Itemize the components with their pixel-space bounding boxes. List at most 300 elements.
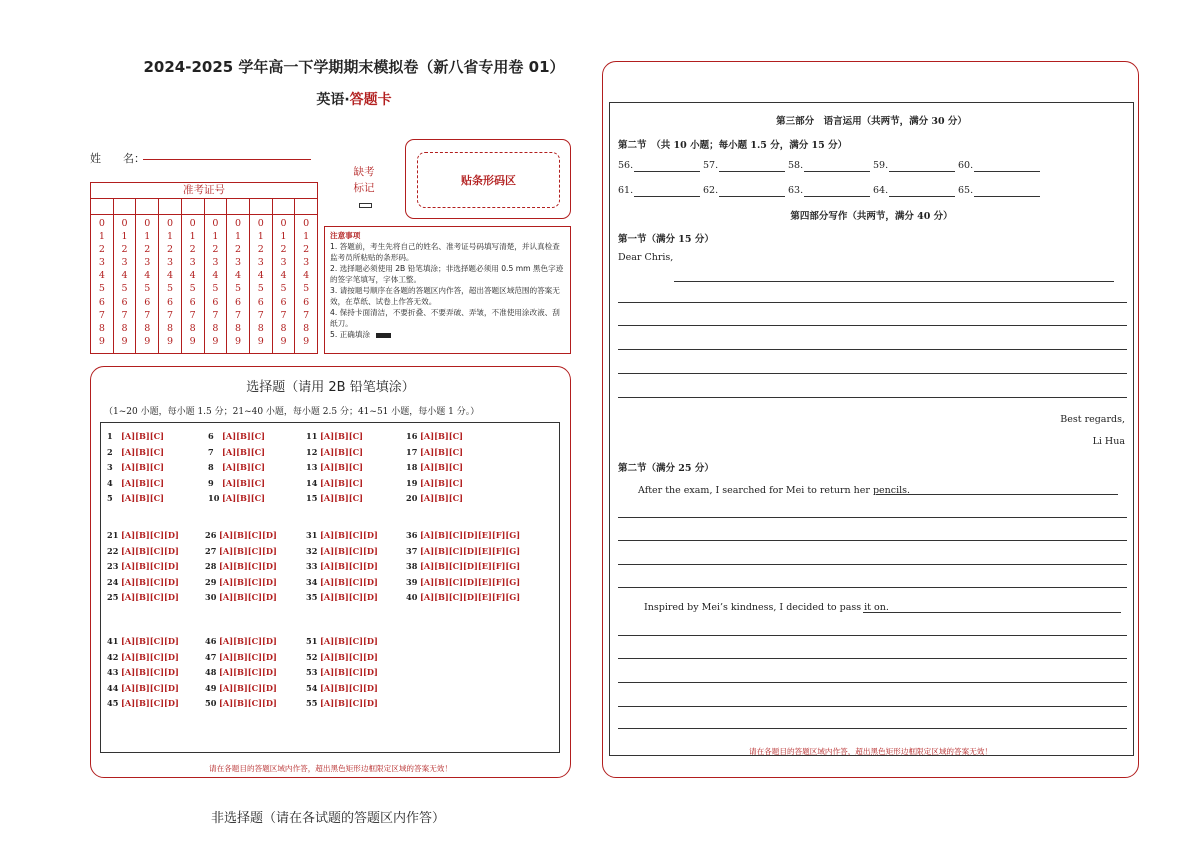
exam-id-digit-bubble[interactable]: 2 <box>98 244 105 256</box>
exam-id-column[interactable] <box>114 215 137 353</box>
exam-id-digit-bubble[interactable]: 0 <box>189 218 196 229</box>
question-12[interactable] <box>306 447 363 457</box>
answer-options[interactable]: [A][B][C] <box>222 493 266 504</box>
paragraph1-prompt: After the exam, I searched for Mei to return her pencils. <box>638 485 911 496</box>
answer-options[interactable]: [A][B][C][D][E][F][G] <box>420 545 521 556</box>
question-36[interactable] <box>406 530 520 540</box>
writing-line[interactable] <box>863 612 1121 613</box>
question-number: 32 <box>306 545 318 556</box>
exam-id-digit-bubble[interactable]: 2 <box>121 244 128 256</box>
question-number: 5 <box>107 493 113 504</box>
question-number: 44 <box>107 682 119 693</box>
exam-id-column[interactable] <box>182 215 205 353</box>
exam-id-digit-bubble[interactable]: 7 <box>280 309 287 321</box>
exam-id-digit-bubble[interactable]: 5 <box>189 283 196 295</box>
blank-number: 63. <box>788 185 804 196</box>
answer-options[interactable]: [A][B][C] <box>121 477 165 488</box>
question-33[interactable] <box>306 561 378 571</box>
exam-id-digit-bubble[interactable]: 4 <box>166 270 173 282</box>
question-14[interactable] <box>306 478 363 488</box>
question-31[interactable] <box>306 530 378 540</box>
answer-options[interactable]: [A][B][C][D] <box>219 561 277 572</box>
question-number: 12 <box>306 446 318 457</box>
exam-id-digit-bubble[interactable]: 3 <box>98 257 105 269</box>
blank-answer-line[interactable] <box>634 171 700 172</box>
blank-answer-line[interactable] <box>719 196 785 197</box>
exam-id-bubbles[interactable] <box>91 215 317 353</box>
exam-id-digit-bubble[interactable]: 0 <box>212 218 219 229</box>
answer-options[interactable]: [A][B][C][D] <box>320 576 378 587</box>
question-10[interactable] <box>208 493 265 503</box>
exam-id-digit-bubble[interactable]: 3 <box>257 257 264 269</box>
answer-options[interactable]: [A][B][C][D] <box>320 651 378 662</box>
notes-item-sample <box>330 329 565 340</box>
question-30[interactable] <box>205 592 277 602</box>
exam-id-column[interactable] <box>136 215 159 353</box>
question-number: 46 <box>205 636 217 646</box>
exam-id-digit-bubble[interactable]: 0 <box>166 218 173 229</box>
exam-id-digit-bubble[interactable]: 5 <box>235 283 242 295</box>
answer-options[interactable]: [A][B][C] <box>222 431 266 441</box>
barcode-area <box>405 139 571 219</box>
notes-title: 注意事项 <box>330 231 361 240</box>
exam-id-grid <box>90 182 318 354</box>
answer-options[interactable]: [A][B][C] <box>121 431 165 441</box>
answer-options[interactable]: [A][B][C] <box>222 477 266 488</box>
letter-signature: Li Hua <box>1092 436 1125 447</box>
question-number: 22 <box>107 545 119 556</box>
exam-id-digit-bubble[interactable]: 9 <box>303 335 310 347</box>
answer-options[interactable]: [A][B][C] <box>420 462 464 473</box>
exam-id-digit-bubble[interactable]: 5 <box>98 283 105 295</box>
exam-id-digit-bubble[interactable]: 5 <box>166 283 173 295</box>
question-number: 8 <box>208 462 214 473</box>
exam-id-digit-bubble[interactable]: 7 <box>98 309 105 321</box>
blank-number: 61. <box>618 185 634 196</box>
question-42[interactable] <box>107 652 179 662</box>
exam-id-digit-bubble[interactable]: 3 <box>235 257 242 269</box>
exam-id-digit-bubble[interactable]: 4 <box>144 270 151 282</box>
answer-options[interactable]: [A][B][C][D] <box>219 530 277 540</box>
exam-id-digit-bubble[interactable]: 5 <box>280 283 287 295</box>
exam-id-digit-bubble[interactable]: 6 <box>257 296 264 308</box>
writing-line[interactable] <box>618 728 1127 729</box>
exam-id-digit-bubble[interactable]: 8 <box>166 322 173 334</box>
question-43[interactable] <box>107 667 179 677</box>
exam-id-write-row[interactable] <box>91 199 317 215</box>
answer-options[interactable]: [A][B][C] <box>320 431 364 441</box>
paragraph2-prompt: Inspired by Mei’s kindness, I decided to pass it on. <box>644 602 889 613</box>
exam-id-digit-bubble[interactable]: 1 <box>189 231 196 243</box>
question-27[interactable] <box>205 546 277 556</box>
question-number: 19 <box>406 477 418 488</box>
writing-line[interactable] <box>618 540 1127 541</box>
exam-id-digit-bubble[interactable]: 6 <box>280 296 287 308</box>
question-32[interactable] <box>306 546 378 556</box>
answer-options[interactable]: [A][B][C][D][E][F][G] <box>420 576 521 587</box>
exam-id-digit-bubble[interactable]: 1 <box>235 231 242 243</box>
exam-id-digit-bubble[interactable]: 8 <box>98 322 105 334</box>
question-17[interactable] <box>406 447 463 457</box>
exam-id-digit-bubble[interactable]: 6 <box>235 296 242 308</box>
exam-id-column[interactable] <box>227 215 250 353</box>
blank-number: 65. <box>958 185 974 196</box>
question-9[interactable] <box>208 478 265 488</box>
question-41[interactable] <box>107 636 179 646</box>
question-40[interactable] <box>406 592 520 602</box>
answer-options[interactable]: [A][B][C] <box>320 462 364 473</box>
question-24[interactable] <box>107 577 179 587</box>
answer-options[interactable]: [A][B][C] <box>222 446 266 457</box>
answer-options[interactable]: [A][B][C][D] <box>121 530 179 540</box>
writing-line[interactable] <box>876 494 1118 495</box>
question-13[interactable] <box>306 462 363 472</box>
exam-id-digit-bubble[interactable]: 2 <box>280 244 287 256</box>
question-54[interactable] <box>306 683 378 693</box>
exam-id-digit-bubble[interactable]: 5 <box>212 283 219 295</box>
blank-answer-line[interactable] <box>804 196 870 197</box>
answer-options[interactable]: [A][B][C] <box>320 477 364 488</box>
writing-line[interactable] <box>618 564 1127 565</box>
answer-options[interactable]: [A][B][C][D] <box>320 682 378 693</box>
exam-id-label: 准考证号 <box>91 183 317 199</box>
question-19[interactable] <box>406 478 463 488</box>
exam-id-digit-bubble[interactable]: 8 <box>280 322 287 334</box>
exam-id-digit-bubble[interactable]: 0 <box>257 218 264 229</box>
question-number: 43 <box>107 667 119 678</box>
exam-id-digit-bubble[interactable]: 4 <box>98 270 105 282</box>
exam-id-digit-bubble[interactable]: 0 <box>144 218 151 229</box>
question-28[interactable] <box>205 561 277 571</box>
writing-line[interactable] <box>618 587 1127 588</box>
question-number: 3 <box>107 462 113 473</box>
question-29[interactable] <box>205 577 277 587</box>
question-number: 24 <box>107 576 119 587</box>
blank-answer-line[interactable] <box>889 171 955 172</box>
exam-id-digit-bubble[interactable]: 7 <box>303 309 310 321</box>
exam-id-digit-bubble[interactable]: 1 <box>98 231 105 243</box>
answer-options[interactable]: [A][B][C][D][E][F][G] <box>420 561 521 572</box>
exam-id-digit-bubble[interactable]: 9 <box>257 335 264 347</box>
question-22[interactable] <box>107 546 179 556</box>
answer-options[interactable]: [A][B][C][D] <box>219 636 277 646</box>
exam-id-column[interactable] <box>250 215 273 353</box>
exam-id-digit-bubble[interactable]: 8 <box>144 322 151 334</box>
question-39[interactable] <box>406 577 520 587</box>
answer-options[interactable]: [A][B][C][D] <box>320 636 378 646</box>
answer-options[interactable]: [A][B][C][D] <box>121 667 179 678</box>
exam-id-digit-bubble[interactable]: 9 <box>280 335 287 347</box>
exam-id-digit-bubble[interactable]: 9 <box>98 335 105 347</box>
question-18[interactable] <box>406 462 463 472</box>
answer-options[interactable]: [A][B][C][D] <box>219 576 277 587</box>
exam-id-digit-bubble[interactable]: 9 <box>235 335 242 347</box>
exam-id-digit-bubble[interactable]: 0 <box>121 218 128 229</box>
question-number: 26 <box>205 530 217 540</box>
question-48[interactable] <box>205 667 277 677</box>
answer-options[interactable]: [A][B][C][D] <box>219 698 277 709</box>
question-20[interactable] <box>406 493 463 503</box>
exam-id-digit-bubble[interactable]: 7 <box>189 309 196 321</box>
exam-id-digit-bubble[interactable]: 7 <box>121 309 128 321</box>
answer-options[interactable]: [A][B][C][D][E][F][G] <box>420 530 521 540</box>
exam-id-column[interactable] <box>91 215 114 353</box>
exam-id-column[interactable] <box>273 215 296 353</box>
exam-id-digit-bubble[interactable]: 9 <box>166 335 173 347</box>
answer-options[interactable]: [A][B][C][D] <box>121 592 179 603</box>
mc-title: 选择题（请用 2B 铅笔填涂） <box>246 380 415 395</box>
question-52[interactable] <box>306 652 378 662</box>
exam-id-digit-bubble[interactable]: 6 <box>212 296 219 308</box>
letter-closing: Best regards, <box>1060 414 1125 425</box>
question-34[interactable] <box>306 577 378 587</box>
exam-id-digit-bubble[interactable]: 0 <box>303 218 310 229</box>
question-number: 41 <box>107 636 119 646</box>
exam-id-column[interactable] <box>159 215 182 353</box>
answer-options[interactable]: [A][B][C] <box>121 446 165 457</box>
section2-title: 第二节 （共 10 小题；每小题 1.5 分，满分 15 分） <box>618 140 848 151</box>
question-23[interactable] <box>107 561 179 571</box>
exam-id-digit-bubble[interactable]: 4 <box>121 270 128 282</box>
exam-id-digit-bubble[interactable]: 5 <box>144 283 151 295</box>
exam-id-digit-bubble[interactable]: 0 <box>98 218 105 229</box>
exam-id-digit-bubble[interactable]: 9 <box>212 335 219 347</box>
non-choice-panel <box>602 61 1139 778</box>
question-number: 53 <box>306 667 318 678</box>
answer-options[interactable]: [A][B][C][D] <box>320 561 378 572</box>
writing-line[interactable] <box>618 325 1127 326</box>
exam-id-digit-bubble[interactable]: 2 <box>303 244 310 256</box>
question-37[interactable] <box>406 546 520 556</box>
writing-line[interactable] <box>618 635 1127 636</box>
question-6[interactable] <box>208 431 265 441</box>
question-5[interactable] <box>107 493 164 503</box>
answer-options[interactable]: [A][B][C][D] <box>121 636 179 646</box>
name-field[interactable] <box>143 159 311 160</box>
writing-line[interactable] <box>618 706 1127 707</box>
answer-options[interactable]: [A][B][C][D] <box>121 682 179 693</box>
question-4[interactable] <box>107 478 164 488</box>
question-49[interactable] <box>205 683 277 693</box>
exam-id-digit-bubble[interactable]: 6 <box>303 296 310 308</box>
answer-options[interactable]: [A][B][C] <box>420 431 464 441</box>
exam-id-digit-bubble[interactable]: 6 <box>166 296 173 308</box>
answer-options[interactable]: [A][B][C] <box>121 462 165 473</box>
exam-id-digit-bubble[interactable]: 3 <box>303 257 310 269</box>
answer-options[interactable]: [A][B][C][D] <box>219 682 277 693</box>
answer-options[interactable]: [A][B][C][D] <box>320 698 378 709</box>
exam-id-digit-bubble[interactable]: 6 <box>121 296 128 308</box>
question-number: 9 <box>208 477 214 488</box>
exam-id-digit-bubble[interactable]: 3 <box>121 257 128 269</box>
writing-line[interactable] <box>618 682 1127 683</box>
answer-options[interactable]: [A][B][C][D] <box>320 592 378 603</box>
exam-id-digit-bubble[interactable]: 8 <box>257 322 264 334</box>
exam-id-digit-bubble[interactable]: 7 <box>212 309 219 321</box>
exam-id-digit-bubble[interactable]: 3 <box>166 257 173 269</box>
writing-area <box>609 102 1134 756</box>
question-21[interactable] <box>107 530 179 540</box>
writing-line[interactable] <box>674 281 1114 282</box>
question-46[interactable] <box>205 636 277 646</box>
writing-line[interactable] <box>618 517 1127 518</box>
exam-id-digit-bubble[interactable]: 0 <box>280 218 287 229</box>
writing-line[interactable] <box>618 658 1127 659</box>
writing-line[interactable] <box>618 349 1127 350</box>
answer-options[interactable]: [A][B][C][D] <box>320 667 378 678</box>
writing-line[interactable] <box>618 302 1127 303</box>
answer-options[interactable]: [A][B][C][D] <box>121 698 179 709</box>
question-15[interactable] <box>306 493 363 503</box>
writing-line[interactable] <box>618 373 1127 374</box>
exam-id-digit-bubble[interactable]: 3 <box>212 257 219 269</box>
exam-id-digit-bubble[interactable]: 4 <box>235 270 242 282</box>
exam-id-digit-bubble[interactable]: 4 <box>257 270 264 282</box>
question-3[interactable] <box>107 462 164 472</box>
blank-answer-line[interactable] <box>719 171 785 172</box>
answer-options[interactable]: [A][B][C][D] <box>121 561 179 572</box>
question-44[interactable] <box>107 683 179 693</box>
question-51[interactable] <box>306 636 378 646</box>
question-35[interactable] <box>306 592 378 602</box>
absent-line2: 标记 <box>353 182 375 194</box>
question-26[interactable] <box>205 530 277 540</box>
question-number: 55 <box>306 698 318 709</box>
exam-id-column[interactable] <box>295 215 317 353</box>
exam-id-digit-bubble[interactable]: 2 <box>144 244 151 256</box>
question-38[interactable] <box>406 561 520 571</box>
exam-id-digit-bubble[interactable]: 2 <box>235 244 242 256</box>
exam-id-digit-bubble[interactable]: 1 <box>280 231 287 243</box>
question-16[interactable] <box>406 431 463 441</box>
exam-id-digit-bubble[interactable]: 9 <box>144 335 151 347</box>
answer-options[interactable]: [A][B][C][D][E][F][G] <box>420 592 521 603</box>
exam-id-digit-bubble[interactable]: 8 <box>189 322 196 334</box>
answer-options[interactable]: [A][B][C][D] <box>121 576 179 587</box>
letter-greeting: Dear Chris, <box>618 252 674 263</box>
answer-options[interactable]: [A][B][C][D] <box>219 592 277 603</box>
non-choice-label: 非选择题（请在各试题的答题区内作答） <box>210 811 445 826</box>
writing-line[interactable] <box>618 397 1127 398</box>
question-number: 52 <box>306 651 318 662</box>
question-45[interactable] <box>107 698 179 708</box>
exam-id-digit-bubble[interactable]: 2 <box>189 244 196 256</box>
question-11[interactable] <box>306 431 363 441</box>
question-47[interactable] <box>205 652 277 662</box>
blank-answer-line[interactable] <box>804 171 870 172</box>
blank-number: 62. <box>703 185 719 196</box>
exam-id-digit-bubble[interactable]: 1 <box>303 231 310 243</box>
blank-number: 58. <box>788 160 804 171</box>
question-number: 31 <box>306 530 318 540</box>
question-number: 7 <box>208 446 214 457</box>
question-number: 39 <box>406 576 418 587</box>
question-number: 28 <box>205 561 217 572</box>
answer-options[interactable]: [A][B][C] <box>320 446 364 457</box>
answer-options[interactable]: [A][B][C][D] <box>320 545 378 556</box>
question-number: 16 <box>406 431 418 441</box>
exam-id-digit-bubble[interactable]: 8 <box>235 322 242 334</box>
exam-id-digit-bubble[interactable]: 1 <box>121 231 128 243</box>
question-number: 20 <box>406 493 418 504</box>
answer-options[interactable]: [A][B][C] <box>420 493 464 504</box>
question-1[interactable] <box>107 431 164 441</box>
exam-id-digit-bubble[interactable]: 1 <box>166 231 173 243</box>
exam-id-digit-bubble[interactable]: 5 <box>121 283 128 295</box>
question-2[interactable] <box>107 447 164 457</box>
absent-mark-box[interactable] <box>359 203 372 208</box>
exam-id-digit-bubble[interactable]: 3 <box>144 257 151 269</box>
exam-id-digit-bubble[interactable]: 4 <box>189 270 196 282</box>
blank-answer-line[interactable] <box>974 196 1040 197</box>
exam-id-digit-bubble[interactable]: 2 <box>257 244 264 256</box>
question-7[interactable] <box>208 447 265 457</box>
question-50[interactable] <box>205 698 277 708</box>
exam-id-digit-bubble[interactable]: 3 <box>280 257 287 269</box>
answer-options[interactable]: [A][B][C][D] <box>121 545 179 556</box>
exam-id-digit-bubble[interactable]: 8 <box>121 322 128 334</box>
exam-id-digit-bubble[interactable]: 8 <box>303 322 310 334</box>
exam-id-digit-bubble[interactable]: 1 <box>144 231 151 243</box>
exam-id-digit-bubble[interactable]: 4 <box>280 270 287 282</box>
exam-id-digit-bubble[interactable]: 7 <box>144 309 151 321</box>
exam-id-digit-bubble[interactable]: 4 <box>303 270 310 282</box>
question-25[interactable] <box>107 592 179 602</box>
blank-answer-line[interactable] <box>889 196 955 197</box>
question-55[interactable] <box>306 698 378 708</box>
question-number: 6 <box>208 431 214 441</box>
exam-id-digit-bubble[interactable]: 5 <box>257 283 264 295</box>
question-number: 25 <box>107 592 119 603</box>
answer-options[interactable]: [A][B][C] <box>420 446 464 457</box>
exam-id-digit-bubble[interactable]: 1 <box>212 231 219 243</box>
exam-id-digit-bubble[interactable]: 9 <box>189 335 196 347</box>
question-number: 36 <box>406 530 418 540</box>
answer-options[interactable]: [A][B][C] <box>222 462 266 473</box>
blank-answer-line[interactable] <box>634 196 700 197</box>
exam-id-digit-bubble[interactable]: 9 <box>121 335 128 347</box>
exam-id-digit-bubble[interactable]: 0 <box>235 218 242 229</box>
exam-id-digit-bubble[interactable]: 7 <box>166 309 173 321</box>
answer-options[interactable]: [A][B][C][D] <box>219 545 277 556</box>
question-8[interactable] <box>208 462 265 472</box>
question-number: 1 <box>107 431 113 441</box>
answer-options[interactable]: [A][B][C] <box>320 493 364 504</box>
answer-options[interactable]: [A][B][C] <box>121 493 165 504</box>
exam-id-digit-bubble[interactable]: 2 <box>212 244 219 256</box>
exam-id-digit-bubble[interactable]: 8 <box>212 322 219 334</box>
exam-id-digit-bubble[interactable]: 6 <box>144 296 151 308</box>
exam-id-digit-bubble[interactable]: 5 <box>303 283 310 295</box>
exam-id-digit-bubble[interactable]: 6 <box>98 296 105 308</box>
answer-options[interactable]: [A][B][C][D] <box>219 667 277 678</box>
exam-id-digit-bubble[interactable]: 7 <box>257 309 264 321</box>
answer-options[interactable]: [A][B][C][D] <box>121 651 179 662</box>
exam-id-digit-bubble[interactable]: 3 <box>189 257 196 269</box>
exam-id-digit-bubble[interactable]: 6 <box>189 296 196 308</box>
answer-options[interactable]: [A][B][C][D] <box>320 530 378 540</box>
exam-id-digit-bubble[interactable]: 4 <box>212 270 219 282</box>
answer-options[interactable]: [A][B][C][D] <box>219 651 277 662</box>
exam-id-digit-bubble[interactable]: 2 <box>166 244 173 256</box>
exam-id-digit-bubble[interactable]: 7 <box>235 309 242 321</box>
exam-id-column[interactable] <box>205 215 228 353</box>
blank-answer-line[interactable] <box>974 171 1040 172</box>
answer-options[interactable]: [A][B][C] <box>420 477 464 488</box>
exam-id-digit-bubble[interactable]: 1 <box>257 231 264 243</box>
question-53[interactable] <box>306 667 378 677</box>
question-number: 4 <box>107 477 113 488</box>
